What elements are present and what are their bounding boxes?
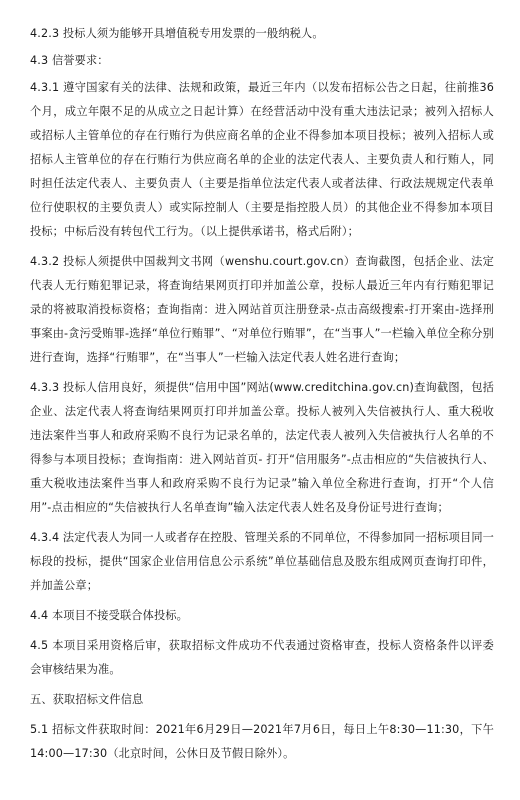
section-5-heading: 五、获取招标文件信息	[30, 693, 144, 706]
heading-4-3-credit: 4.3 信誉要求：	[30, 54, 109, 67]
clause-4-3-2: 4.3.2 投标人须提供中国裁判文书网（wenshu.court.gov.cn）查询截图，包括企业、法定代表人无行贿犯罪记录，将查询结果网页打印并加盖公章，投标人最近三年内有行贿犯罪记录的将被取消投标资格；查询指南：进入网站首页注册登录-点击高级搜索-打开案由-选择刑事案由-贪污受贿罪-选择“单位行贿罪”、“对单位行贿罪”，在“当事人”一栏输入单位全称分别进行查询，选择“行贿罪”，在“当事人”一栏输入法定代表人姓名进行查询；	[30, 255, 494, 364]
clause-4-2-3: 4.2.3 投标人须为能够开具增值税专用发票的一般纳税人。	[30, 27, 324, 40]
clause-4-3-3: 4.3.3 投标人信用良好，须提供“信用中国”网站(www.creditchina.gov.cn)查询截图，包括企业、法定代表人将查询结果网页打印并加盖公章。投标人被列入失信被执行人、重大税收违法案件当事人和政府采购不良行为记录名单的，法定代表人被列入失信被执行人名单的不得参与本项目投标；查询指南：进入网站首页- 打开“信用服务”-点击相应的“失信被执行人、重大税收违法案件当事人和政府采购不良行为记录”输入单位全称进行查询，打开“个人信用”-点击相应的“失信被执行人名单查询”输入法定代表人姓名及身份证号进行查询；	[30, 381, 494, 514]
clause-5-1: 5.1 招标文件获取时间：2021年6月29日—2021年7月6日，每日上午8:30—11:30，下午14:00—17:30（北京时间，公休日及节假日除外）。	[30, 723, 494, 760]
clause-4-5: 4.5 本项目采用资格后审，获取招标文件成功不代表通过资格审查，投标人资格条件以评委会审核结果为准。	[30, 639, 494, 676]
clause-4-3-4: 4.3.4 法定代表人为同一人或者存在控股、管理关系的不同单位，不得参加同一招标项目同一标段的投标，提供“国家企业信用信息公示系统”单位基础信息及股东组成网页查询打印件，并加盖公章；	[30, 531, 494, 592]
clause-4-4: 4.4 本项目不接受联合体投标。	[30, 609, 188, 622]
clause-4-3-1: 4.3.1 遵守国家有关的法律、法规和政策，最近三年内（以发布招标公告之日起，往前推36个月，成立年限不足的从成立之日起计算）在经营活动中没有重大违法记录；被列入招标人或招标人主管单位的存在行贿行为供应商名单的企业不得参加本项目投标；被列入招标人或招标人主管单位的存在行贿行为供应商名单的企业的法定代表人、主要负责人和行贿人，同时担任法定代表人、主要负责人（主要是指单位法定代表人或者法律、行政法规规定代表单位行使职权的主要负责人）或实际控制人（主要是指控股人员）的其他企业不得参加本项目投标；中标后没有转包代工行为。（以上提供承诺书，格式后附）；	[30, 81, 494, 238]
